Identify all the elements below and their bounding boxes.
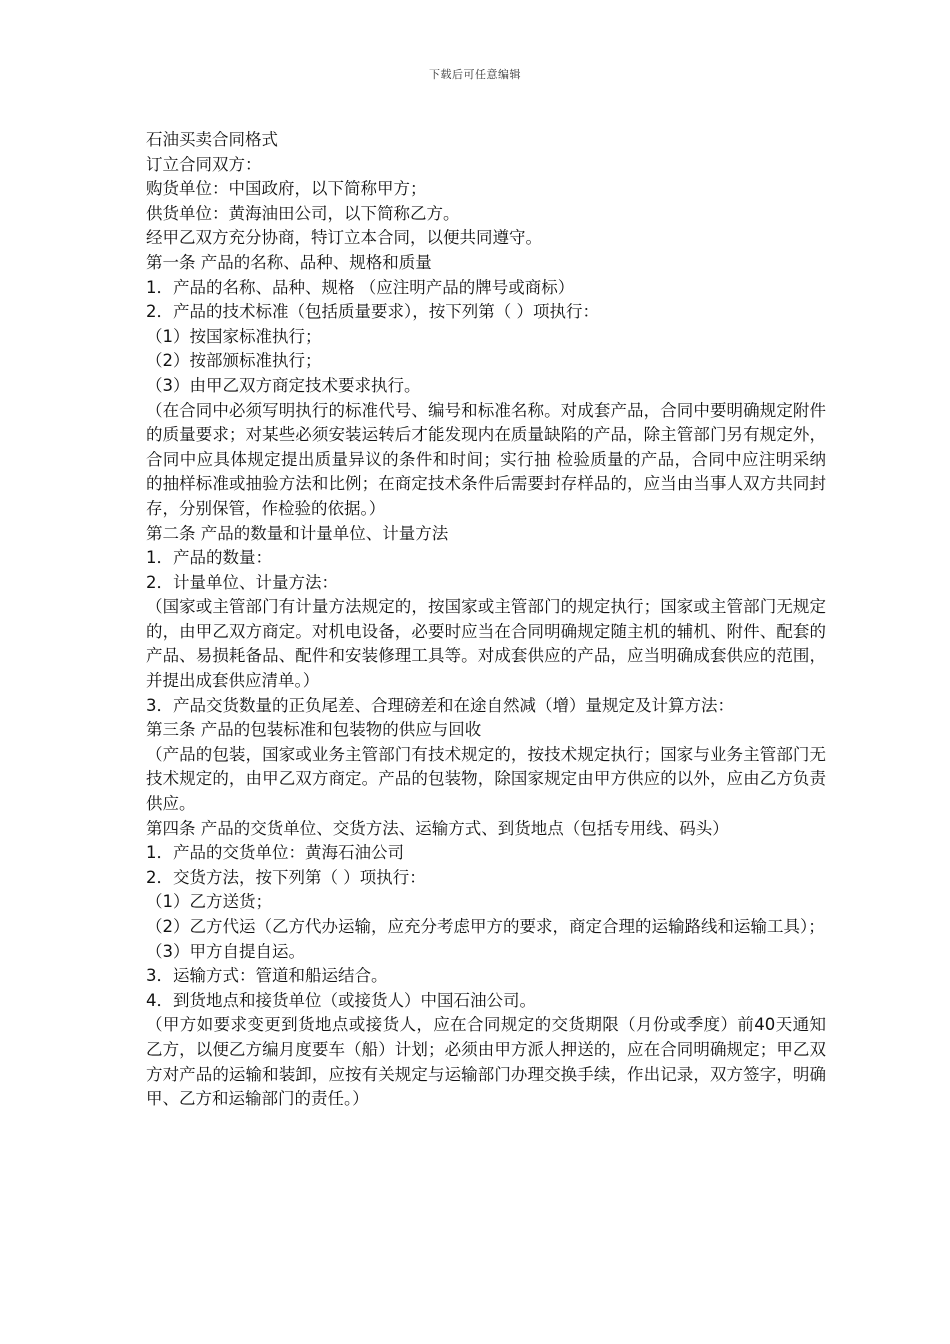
article4-item2: 2．交货方法，按下列第（ ）项执行： [146, 867, 426, 887]
preamble: 经甲乙双方充分协商，特订立本合同，以便共同遵守。 [146, 228, 542, 248]
article2-note: （国家或主管部门有计量方法规定的，按国家或主管部门的规定执行；国家或主管部门无规定的，由甲乙双方商定。对机电设备，必要时应当在合同明确规定随主机的辅机、附件、配套的产品、易损耗备品、配件和安装修理工具等。对成套供应的产品，应当明确成套供应的范围，并提出成套供应清单。） [146, 597, 826, 691]
article1-item1: 1．产品的名称、品种、规格 （应注明产品的牌号或商标） [146, 277, 575, 297]
article2-item1: 1．产品的数量： [146, 548, 272, 568]
article4-opt2: （2）乙方代运（乙方代办运输，应充分考虑甲方的要求，商定合理的运输路线和运输工具）； [146, 917, 825, 936]
article3-note: （产品的包装，国家或业务主管部门有技术规定的，按技术规定执行；国家与业务主管部门无技术规定的，由甲乙双方商定。产品的包装物，除国家规定由甲方供应的以外，应由乙方负责供应。 [146, 744, 826, 814]
article1-opt3: （3）由甲乙双方商定技术要求执行。 [146, 375, 421, 395]
article2-heading: 第二条 产品的数量和计量单位、计量方法 [146, 523, 449, 543]
article4-heading: 第四条 产品的交货单位、交货方法、运输方式、到货地点（包括专用线、码头） [146, 818, 729, 838]
article1-opt2: （2）按部颁标准执行； [146, 351, 322, 371]
parties-heading: 订立合同双方： [146, 154, 262, 174]
page-header: 下载后可任意编辑 [429, 68, 521, 81]
document-body [146, 128, 826, 1112]
article4-item4: 4．到货地点和接货单位（或接货人）中国石油公司。 [146, 990, 536, 1010]
article4-item3: 3．运输方式：管道和船运结合。 [146, 966, 388, 986]
article2-item2: 2．计量单位、计量方法： [146, 572, 338, 592]
article4-item1: 1．产品的交货单位：黄海石油公司 [146, 843, 404, 863]
article4-opt1: （1）乙方送货； [146, 892, 272, 912]
article1-heading: 第一条 产品的名称、品种、规格和质量 [146, 252, 432, 272]
article1-item2: 2．产品的技术标准（包括质量要求），按下列第（ ）项执行： [146, 302, 599, 322]
article4-opt3: （3）甲方自提自运。 [146, 941, 305, 961]
article3-heading: 第三条 产品的包装标准和包装物的供应与回收 [146, 720, 482, 740]
article4-note: （甲方如要求变更到货地点或接货人，应在合同规定的交货期限（月份或季度）前40天通知乙方，以便乙方编月度要车（船）计划；必须由甲方派人押送的，应在合同明确规定；甲乙双方对产品的运输和装卸，应按有关规定与运输部门办理交换手续，作出记录，双方签字，明确甲、乙方和运输部门的责任。） [146, 1015, 826, 1109]
buyer-line: 购货单位：中国政府，以下简称甲方； [146, 179, 427, 199]
article2-item3: 3．产品交货数量的正负尾差、合理磅差和在途自然减（增）量规定及计算方法： [146, 695, 734, 715]
article1-opt1: （1）按国家标准执行； [146, 326, 322, 346]
document-title: 石油买卖合同格式 [146, 130, 278, 149]
supplier-line: 供货单位：黄海油田公司，以下简称乙方。 [146, 203, 460, 223]
article1-note: （在合同中必须写明执行的标准代号、编号和标准名称。对成套产品，合同中要明确规定附件的质量要求；对某些必须安装运转后才能发现内在质量缺陷的产品，除主管部门另有规定外，合同中应具体规定提出质量异议的条件和时间；实行抽 检验质量的产品，合同中应注明采纳的抽样标准或抽验方法和比例；在商定技术条件后需要封存样品的，应当由当事人双方共同封存，分别保管，作检验的依据。） [146, 400, 826, 518]
